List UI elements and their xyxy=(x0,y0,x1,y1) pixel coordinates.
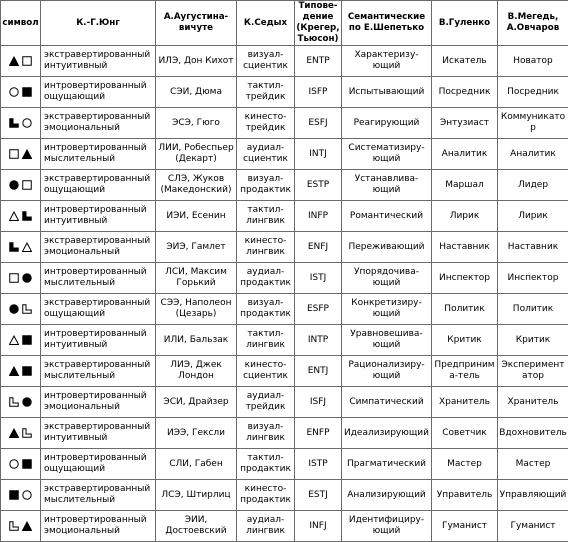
typology-cell: ESTP xyxy=(295,170,342,201)
augustinaviciute-cell: ЭИЭ, Гамлет xyxy=(156,232,237,263)
l-shape-outline-icon xyxy=(22,304,32,314)
jung-cell: интровертированный мыслительный xyxy=(41,139,156,170)
semantic-cell: Идеализирующий xyxy=(342,418,432,449)
triangle-filled-icon xyxy=(9,56,19,66)
jung-cell: интровертированный интуитивный xyxy=(41,325,156,356)
typology-cell: INTP xyxy=(295,325,342,356)
sedykh-cell: аудиал-лингвик xyxy=(237,511,295,542)
symbol-cell xyxy=(1,356,41,387)
header-meged: В.Мегедь, А.Овчаров xyxy=(498,1,568,46)
gulenko-cell: Критик xyxy=(432,325,498,356)
symbol-cell xyxy=(1,170,41,201)
typology-cell: ISTP xyxy=(295,449,342,480)
augustinaviciute-cell: ЭИИ, Достоевский xyxy=(156,511,237,542)
typology-cell: ENTP xyxy=(295,46,342,77)
gulenko-cell: Предпринима-тель xyxy=(432,356,498,387)
meged-cell: Управляющий xyxy=(498,480,568,511)
jung-cell: экстравертированный эмоциональный xyxy=(41,232,156,263)
augustinaviciute-cell: ИЭЭ, Гексли xyxy=(156,418,237,449)
circle-outline-icon xyxy=(9,459,19,469)
jung-cell: интровертированный эмоциональный xyxy=(41,387,156,418)
semantic-cell: Устанавлива-ющий xyxy=(342,170,432,201)
semantic-cell: Испытывающий xyxy=(342,77,432,108)
triangle-filled-icon xyxy=(22,149,32,159)
meged-cell: Аналитик xyxy=(498,139,568,170)
sedykh-cell: визуал-продактик xyxy=(237,170,295,201)
circle-outline-icon xyxy=(9,87,19,97)
l-shape-outline-icon xyxy=(22,428,32,438)
gulenko-cell: Гуманист xyxy=(432,511,498,542)
symbol-cell xyxy=(1,325,41,356)
sedykh-cell: кинесто-продактик xyxy=(237,480,295,511)
circle-filled-icon xyxy=(22,397,32,407)
circle-outline-icon xyxy=(22,118,32,128)
symbol-cell xyxy=(1,232,41,263)
jung-cell: экстравертированный ощущающий xyxy=(41,294,156,325)
gulenko-cell: Маршал xyxy=(432,170,498,201)
augustinaviciute-cell: ЛИИ, Робеспьер (Декарт) xyxy=(156,139,237,170)
sedykh-cell: тактил-продактик xyxy=(237,449,295,480)
square-filled-icon xyxy=(22,366,32,376)
table-row xyxy=(1,170,568,201)
meged-cell: Мастер xyxy=(498,449,568,480)
header-jung: К.-Г.Юнг xyxy=(41,1,156,46)
table-row xyxy=(1,232,568,263)
circle-filled-icon xyxy=(9,304,19,314)
typology-cell: ENFJ xyxy=(295,232,342,263)
augustinaviciute-cell: ЭСИ, Драйзер xyxy=(156,387,237,418)
augustinaviciute-cell: ЭСЭ, Гюго xyxy=(156,108,237,139)
square-filled-icon xyxy=(22,459,32,469)
gulenko-cell: Мастер xyxy=(432,449,498,480)
augustinaviciute-cell: ИЛИ, Бальзак xyxy=(156,325,237,356)
semantic-cell: Идентифициру-ющий xyxy=(342,511,432,542)
triangle-filled-icon xyxy=(9,428,19,438)
semantic-cell: Симпатический xyxy=(342,387,432,418)
semantic-cell: Конкретизиру-ющий xyxy=(342,294,432,325)
symbol-cell xyxy=(1,77,41,108)
semantic-cell: Систематизиру-ющий xyxy=(342,139,432,170)
symbol-cell xyxy=(1,294,41,325)
augustinaviciute-cell: ИЛЭ, Дон Кихот xyxy=(156,46,237,77)
table-row xyxy=(1,387,568,418)
sedykh-cell: аудиал-продактик xyxy=(237,263,295,294)
gulenko-cell: Политик xyxy=(432,294,498,325)
jung-cell: интровертированный мыслительный xyxy=(41,263,156,294)
sedykh-cell: кинесто-лингвик xyxy=(237,232,295,263)
circle-filled-icon xyxy=(22,273,32,283)
header-typology: Типове-дение (Крегер, Тьюсон) xyxy=(295,1,342,46)
header-augustinaviciute: А.Аугустина-вичуте xyxy=(156,1,237,46)
sedykh-cell: аудиал-сциентик xyxy=(237,139,295,170)
meged-cell: Наставник xyxy=(498,232,568,263)
meged-cell: Вдохновитель xyxy=(498,418,568,449)
square-filled-icon xyxy=(22,87,32,97)
table-row xyxy=(1,77,568,108)
symbol-cell xyxy=(1,480,41,511)
meged-cell: Лидер xyxy=(498,170,568,201)
table-row xyxy=(1,294,568,325)
header-row xyxy=(1,1,568,46)
gulenko-cell: Аналитик xyxy=(432,139,498,170)
sedykh-cell: тактил-лингвик xyxy=(237,325,295,356)
meged-cell: Инспектор xyxy=(498,263,568,294)
jung-cell: экстравертированный интуитивный xyxy=(41,418,156,449)
table-row xyxy=(1,325,568,356)
header-symbol: символ xyxy=(1,1,41,46)
augustinaviciute-cell: ЛИЭ, Джек Лондон xyxy=(156,356,237,387)
semantic-cell: Характеризу-ющий xyxy=(342,46,432,77)
square-filled-icon xyxy=(22,335,32,345)
typology-cell: ISTJ xyxy=(295,263,342,294)
table-row xyxy=(1,46,568,77)
semantic-cell: Романтический xyxy=(342,201,432,232)
header-gulenko: В.Гуленко xyxy=(432,1,498,46)
symbol-cell xyxy=(1,46,41,77)
semantic-cell: Реагирующий xyxy=(342,108,432,139)
jung-cell: экстравертированный мыслительный xyxy=(41,356,156,387)
table-row xyxy=(1,418,568,449)
gulenko-cell: Наставник xyxy=(432,232,498,263)
typology-cell: INFJ xyxy=(295,511,342,542)
gulenko-cell: Лирик xyxy=(432,201,498,232)
meged-cell: Хранитель xyxy=(498,387,568,418)
table-row xyxy=(1,201,568,232)
square-outline-icon xyxy=(9,149,19,159)
semantic-cell: Переживающий xyxy=(342,232,432,263)
gulenko-cell: Энтузиаст xyxy=(432,108,498,139)
gulenko-cell: Искатель xyxy=(432,46,498,77)
meged-cell: Лирик xyxy=(498,201,568,232)
jung-cell: экстравертированный интуитивный xyxy=(41,46,156,77)
augustinaviciute-cell: ЛСИ, Максим Горький xyxy=(156,263,237,294)
jung-cell: интровертированный эмоциональный xyxy=(41,511,156,542)
semantic-cell: Рационализиру-ющий xyxy=(342,356,432,387)
semantic-cell: Упорядочива-ющий xyxy=(342,263,432,294)
typology-cell: ESFJ xyxy=(295,108,342,139)
augustinaviciute-cell: СЭЭ, Наполеон (Цезарь) xyxy=(156,294,237,325)
typology-cell: ENTJ xyxy=(295,356,342,387)
jung-cell: экстравертированный мыслительный xyxy=(41,480,156,511)
augustinaviciute-cell: СЛЭ, Жуков (Македонский) xyxy=(156,170,237,201)
triangle-outline-icon xyxy=(22,242,32,252)
jung-cell: интровертированный ощущающий xyxy=(41,77,156,108)
table-row xyxy=(1,480,568,511)
sedykh-cell: визуал-лингвик xyxy=(237,418,295,449)
typology-cell: ENFP xyxy=(295,418,342,449)
table-row xyxy=(1,449,568,480)
symbol-cell xyxy=(1,139,41,170)
triangle-outline-icon xyxy=(9,211,19,221)
typology-cell: INTJ xyxy=(295,139,342,170)
table-row xyxy=(1,263,568,294)
jung-cell: экстравертированный эмоциональный xyxy=(41,108,156,139)
table-row xyxy=(1,108,568,139)
gulenko-cell: Посредник xyxy=(432,77,498,108)
augustinaviciute-cell: ЛСЭ, Штирлиц xyxy=(156,480,237,511)
meged-cell: Гуманист xyxy=(498,511,568,542)
semantic-cell: Прагматический xyxy=(342,449,432,480)
table-row xyxy=(1,356,568,387)
semantic-cell: Уравновешива-ющий xyxy=(342,325,432,356)
sedykh-cell: тактил-трейдик xyxy=(237,77,295,108)
triangle-filled-icon xyxy=(9,366,19,376)
l-shape-filled-icon xyxy=(9,118,19,128)
typology-cell: ISFP xyxy=(295,77,342,108)
augustinaviciute-cell: СЛИ, Габен xyxy=(156,449,237,480)
square-filled-icon xyxy=(9,490,19,500)
symbol-cell xyxy=(1,511,41,542)
table-row xyxy=(1,139,568,170)
square-outline-icon xyxy=(22,56,32,66)
sedykh-cell: тактил-лингвик xyxy=(237,201,295,232)
symbol-cell xyxy=(1,108,41,139)
typology-cell: ISFJ xyxy=(295,387,342,418)
symbol-cell xyxy=(1,449,41,480)
meged-cell: Новатор xyxy=(498,46,568,77)
meged-cell: Критик xyxy=(498,325,568,356)
gulenko-cell: Управитель xyxy=(432,480,498,511)
square-outline-icon xyxy=(22,180,32,190)
header-sedykh: К.Седых xyxy=(237,1,295,46)
gulenko-cell: Хранитель xyxy=(432,387,498,418)
circle-filled-icon xyxy=(9,180,19,190)
sedykh-cell: кинесто-трейдик xyxy=(237,108,295,139)
meged-cell: Коммуникатор xyxy=(498,108,568,139)
semantic-cell: Анализирующий xyxy=(342,480,432,511)
symbol-cell xyxy=(1,418,41,449)
header-semantic: Семантические по Е.Шепетько xyxy=(342,1,432,46)
meged-cell: Посредник xyxy=(498,77,568,108)
sedykh-cell: визуал-продактик xyxy=(237,294,295,325)
sedykh-cell: кинесто-сциентик xyxy=(237,356,295,387)
jung-cell: интровертированный ощущающий xyxy=(41,449,156,480)
typology-cell: ESTJ xyxy=(295,480,342,511)
l-shape-filled-icon xyxy=(22,211,32,221)
gulenko-cell: Советчик xyxy=(432,418,498,449)
triangle-filled-icon xyxy=(22,521,32,531)
meged-cell: Экспериментатор xyxy=(498,356,568,387)
augustinaviciute-cell: ИЭИ, Есенин xyxy=(156,201,237,232)
l-shape-filled-icon xyxy=(9,242,19,252)
l-shape-outline-icon xyxy=(9,397,19,407)
jung-cell: интровертированный интуитивный xyxy=(41,201,156,232)
l-shape-outline-icon xyxy=(9,521,19,531)
triangle-outline-icon xyxy=(9,335,19,345)
table-row xyxy=(1,511,568,542)
symbol-cell xyxy=(1,201,41,232)
sedykh-cell: визуал-сциентик xyxy=(237,46,295,77)
square-outline-icon xyxy=(9,273,19,283)
meged-cell: Политик xyxy=(498,294,568,325)
sedykh-cell: аудиал-трейдик xyxy=(237,387,295,418)
typology-cell: ESFP xyxy=(295,294,342,325)
jung-cell: экстравертированный ощущающий xyxy=(41,170,156,201)
symbol-cell xyxy=(1,387,41,418)
circle-outline-icon xyxy=(22,490,32,500)
symbol-cell xyxy=(1,263,41,294)
gulenko-cell: Инспектор xyxy=(432,263,498,294)
augustinaviciute-cell: СЭИ, Дюма xyxy=(156,77,237,108)
typology-cell: INFP xyxy=(295,201,342,232)
